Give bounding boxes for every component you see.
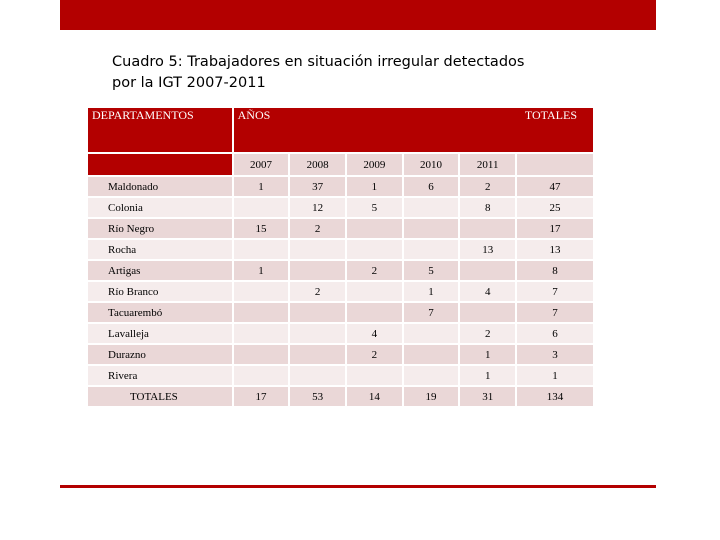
- year-value-cell: [232, 364, 289, 385]
- year-value-cell: 1: [458, 364, 515, 385]
- table-row: [88, 196, 593, 217]
- year-value-cell: [402, 217, 459, 238]
- year-value-cell: 2: [458, 175, 515, 196]
- year-value-cell: 2: [288, 217, 345, 238]
- year-value-cell: 13: [458, 238, 515, 259]
- year-value-cell: [232, 343, 289, 364]
- workers-table: [88, 108, 593, 406]
- year-value-cell: 1: [458, 343, 515, 364]
- year-value-cell: 12: [288, 196, 345, 217]
- year-value-cell: 4: [458, 280, 515, 301]
- row-total-cell: 134: [515, 385, 593, 406]
- row-total-cell: 13: [515, 238, 593, 259]
- year-value-cell: 8: [458, 196, 515, 217]
- row-label: Rivera: [88, 364, 232, 385]
- table-row: [88, 364, 593, 385]
- year-cell-empty: [515, 152, 593, 175]
- year-value-cell: [288, 343, 345, 364]
- year-value-cell: 7: [402, 301, 459, 322]
- year-value-cell: [402, 364, 459, 385]
- table-row: [88, 322, 593, 343]
- row-label: Río Negro: [88, 217, 232, 238]
- row-label: Artigas: [88, 259, 232, 280]
- row-label: Maldonado: [88, 175, 232, 196]
- row-total-cell: 25: [515, 196, 593, 217]
- year-value-cell: [232, 301, 289, 322]
- year-value-cell: 15: [232, 217, 289, 238]
- top-accent-bar: [60, 0, 656, 30]
- row-label: Colonia: [88, 196, 232, 217]
- year-value-cell: 4: [345, 322, 402, 343]
- row-label: Tacuarembó: [88, 301, 232, 322]
- year-value-cell: 1: [402, 280, 459, 301]
- year-value-cell: 2: [458, 322, 515, 343]
- year-cell: 2007: [232, 152, 289, 175]
- year-value-cell: 6: [402, 175, 459, 196]
- header-departamentos: DEPARTAMENTOS: [88, 108, 232, 152]
- bottom-accent-line: [60, 485, 656, 488]
- year-value-cell: 1: [232, 175, 289, 196]
- table-row: [88, 385, 593, 406]
- years-row-label: [88, 152, 232, 175]
- table-row: [88, 280, 593, 301]
- year-value-cell: [345, 301, 402, 322]
- table-row: [88, 238, 593, 259]
- row-total-cell: 3: [515, 343, 593, 364]
- year-value-cell: [288, 322, 345, 343]
- year-value-cell: 2: [345, 343, 402, 364]
- year-value-cell: [345, 280, 402, 301]
- year-value-cell: [232, 322, 289, 343]
- header-totales: TOTALES: [515, 108, 593, 152]
- year-value-cell: 14: [345, 385, 402, 406]
- year-value-cell: 1: [232, 259, 289, 280]
- year-value-cell: [232, 196, 289, 217]
- year-value-cell: 31: [458, 385, 515, 406]
- year-value-cell: [402, 322, 459, 343]
- year-value-cell: 37: [288, 175, 345, 196]
- years-row: [88, 152, 593, 175]
- year-value-cell: [458, 259, 515, 280]
- table-row: [88, 217, 593, 238]
- row-label: Durazno: [88, 343, 232, 364]
- year-value-cell: 2: [345, 259, 402, 280]
- header-anos: AÑOS: [232, 108, 515, 152]
- year-value-cell: 1: [345, 175, 402, 196]
- table-row: [88, 259, 593, 280]
- year-value-cell: 19: [402, 385, 459, 406]
- row-label: Lavalleja: [88, 322, 232, 343]
- year-value-cell: [345, 364, 402, 385]
- table-row: [88, 301, 593, 322]
- year-value-cell: [288, 364, 345, 385]
- row-total-cell: 6: [515, 322, 593, 343]
- year-value-cell: [402, 343, 459, 364]
- year-value-cell: [288, 238, 345, 259]
- table-row: [88, 343, 593, 364]
- year-value-cell: [288, 259, 345, 280]
- row-total-cell: 47: [515, 175, 593, 196]
- year-value-cell: 2: [288, 280, 345, 301]
- table-row: [88, 175, 593, 196]
- row-label: TOTALES: [88, 385, 232, 406]
- year-value-cell: [458, 301, 515, 322]
- row-label: Río Branco: [88, 280, 232, 301]
- year-cell: 2011: [458, 152, 515, 175]
- year-value-cell: [232, 280, 289, 301]
- table-header-row: [88, 108, 593, 152]
- year-value-cell: 53: [288, 385, 345, 406]
- year-value-cell: [402, 196, 459, 217]
- year-value-cell: [345, 238, 402, 259]
- row-label: Rocha: [88, 238, 232, 259]
- year-value-cell: 5: [402, 259, 459, 280]
- row-total-cell: 17: [515, 217, 593, 238]
- year-cell: 2008: [288, 152, 345, 175]
- year-value-cell: 17: [232, 385, 289, 406]
- year-cell: 2009: [345, 152, 402, 175]
- year-value-cell: [458, 217, 515, 238]
- year-value-cell: [345, 217, 402, 238]
- year-value-cell: [402, 238, 459, 259]
- row-total-cell: 1: [515, 364, 593, 385]
- row-total-cell: 7: [515, 280, 593, 301]
- year-value-cell: [288, 301, 345, 322]
- year-value-cell: 5: [345, 196, 402, 217]
- row-total-cell: 8: [515, 259, 593, 280]
- year-value-cell: [232, 238, 289, 259]
- row-total-cell: 7: [515, 301, 593, 322]
- slide-title: Cuadro 5: Trabajadores en situación irregular detectados por la IGT 2007-2011: [112, 54, 525, 91]
- year-cell: 2010: [402, 152, 459, 175]
